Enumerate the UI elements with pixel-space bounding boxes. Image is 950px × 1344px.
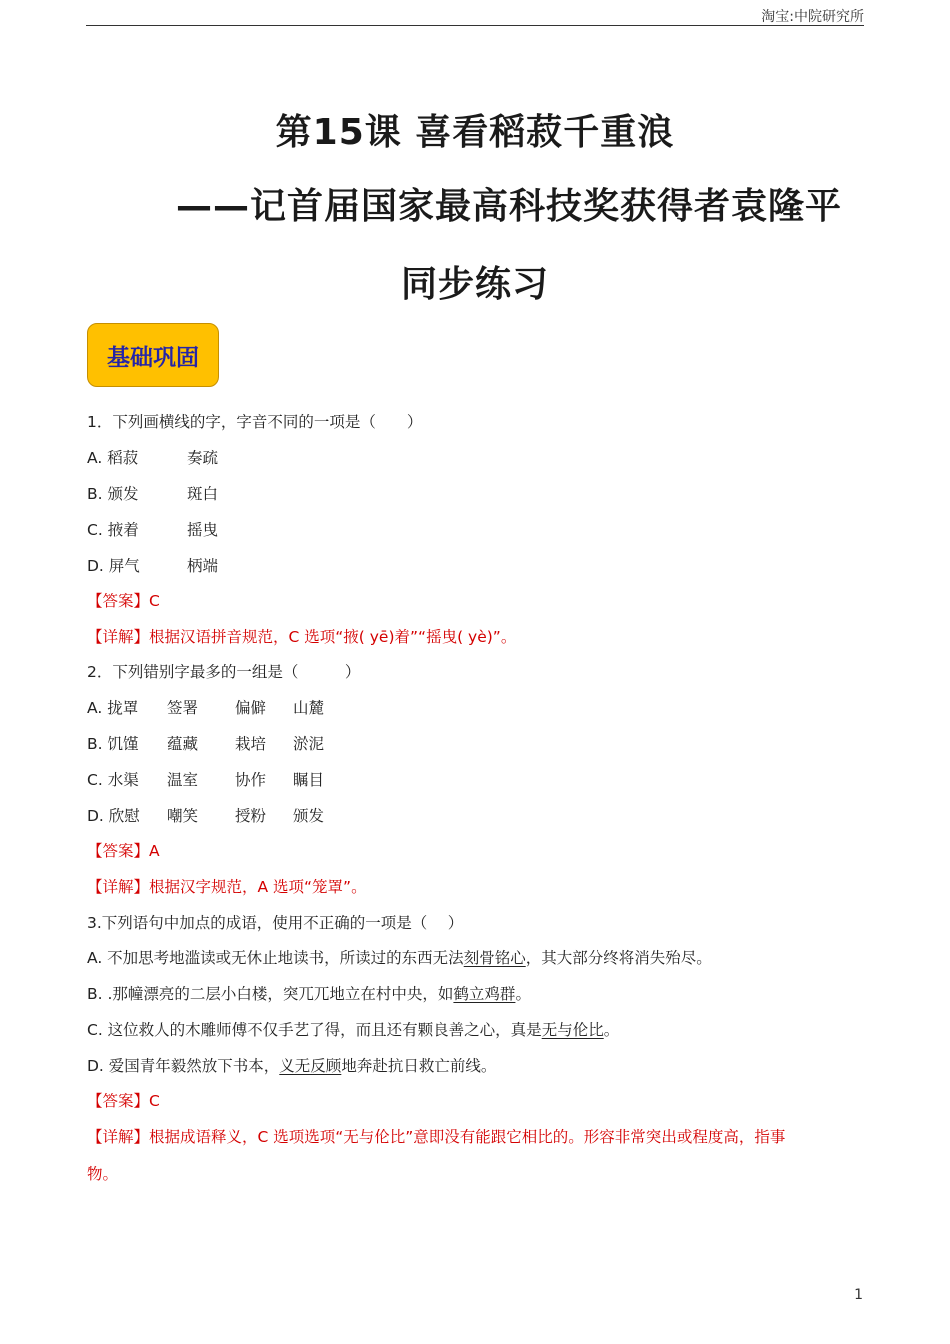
idiom-underlined: 刻骨铭心 bbox=[463, 949, 526, 967]
q3-option-b: B. .那幢漂亮的二层小白楼，突兀兀地立在村中央，如鹤立鸡群。 bbox=[87, 985, 531, 1003]
q1-answer: 【答案】C bbox=[87, 592, 160, 610]
q3-option-c: C. 这位救人的木雕师傅不仅手艺了得，而且还有颗良善之心，真是无与伦比。 bbox=[87, 1021, 620, 1039]
q2-explanation: 【详解】根据汉字规范，A 选项“笼罩”。 bbox=[87, 878, 367, 896]
header-source: 淘宝:中院研究所 bbox=[761, 9, 864, 25]
q2-option-b: B. 饥馑 蕴藏 栽培 淤泥 bbox=[87, 735, 325, 753]
q2-option-c: C. 水渠 温室 协作 瞩目 bbox=[87, 771, 325, 789]
q3-explanation-cont: 物。 bbox=[87, 1165, 119, 1183]
idiom-underlined: 无与伦比 bbox=[541, 1021, 604, 1039]
q3-option-a: A. 不加思考地滥读或无休止地读书，所读过的东西无法刻骨铭心，其大部分终将消失殆尽。 bbox=[87, 949, 712, 967]
idiom-underlined: 义无反顾 bbox=[279, 1057, 342, 1075]
q1-option-c: C. 掖着 摇曳 bbox=[87, 521, 219, 539]
q1-stem: 1．下列画横线的字，字音不同的一项是（ ） bbox=[87, 413, 423, 431]
q1-option-d: D. 屏气 柄端 bbox=[87, 557, 219, 575]
q3-option-d: D. 爱国青年毅然放下书本，义无反顾地奔赴抗日救亡前线。 bbox=[87, 1057, 497, 1075]
section-badge: 基础巩固 bbox=[87, 323, 219, 387]
page-number: 1 bbox=[854, 1287, 863, 1303]
q2-option-d: D. 欣慰 嘲笑 授粉 颁发 bbox=[87, 807, 325, 825]
q1-option-b: B. 颁发 斑白 bbox=[87, 485, 219, 503]
page-title: 第15课 喜看稻菽千重浪 bbox=[275, 112, 675, 153]
q2-answer: 【答案】A bbox=[87, 842, 160, 860]
header-divider bbox=[86, 25, 864, 26]
q2-option-a: A. 拢罩 签署 偏僻 山麓 bbox=[87, 699, 325, 717]
page-subtitle: ——记首届国家最高科技奖获得者袁隆平 bbox=[176, 186, 843, 227]
q1-option-a: A. 稻菽 奏疏 bbox=[87, 449, 219, 467]
q2-stem: 2．下列错别字最多的一组是（ ） bbox=[87, 663, 361, 681]
q3-explanation: 【详解】根据成语释义，C 选项选项“无与伦比”意即没有能跟它相比的。形容非常突出或程度高，指事 bbox=[87, 1128, 786, 1146]
q1-explanation: 【详解】根据汉语拼音规范，C 选项“掖( yē)着”“摇曳( yè)”。 bbox=[87, 628, 517, 646]
q3-stem: 3.下列语句中加点的成语，使用不正确的一项是（ ） bbox=[87, 914, 464, 932]
q3-answer: 【答案】C bbox=[87, 1092, 160, 1110]
page-subtitle-2: 同步练习 bbox=[400, 264, 549, 305]
idiom-underlined: 鹤立鸡群 bbox=[453, 985, 516, 1003]
